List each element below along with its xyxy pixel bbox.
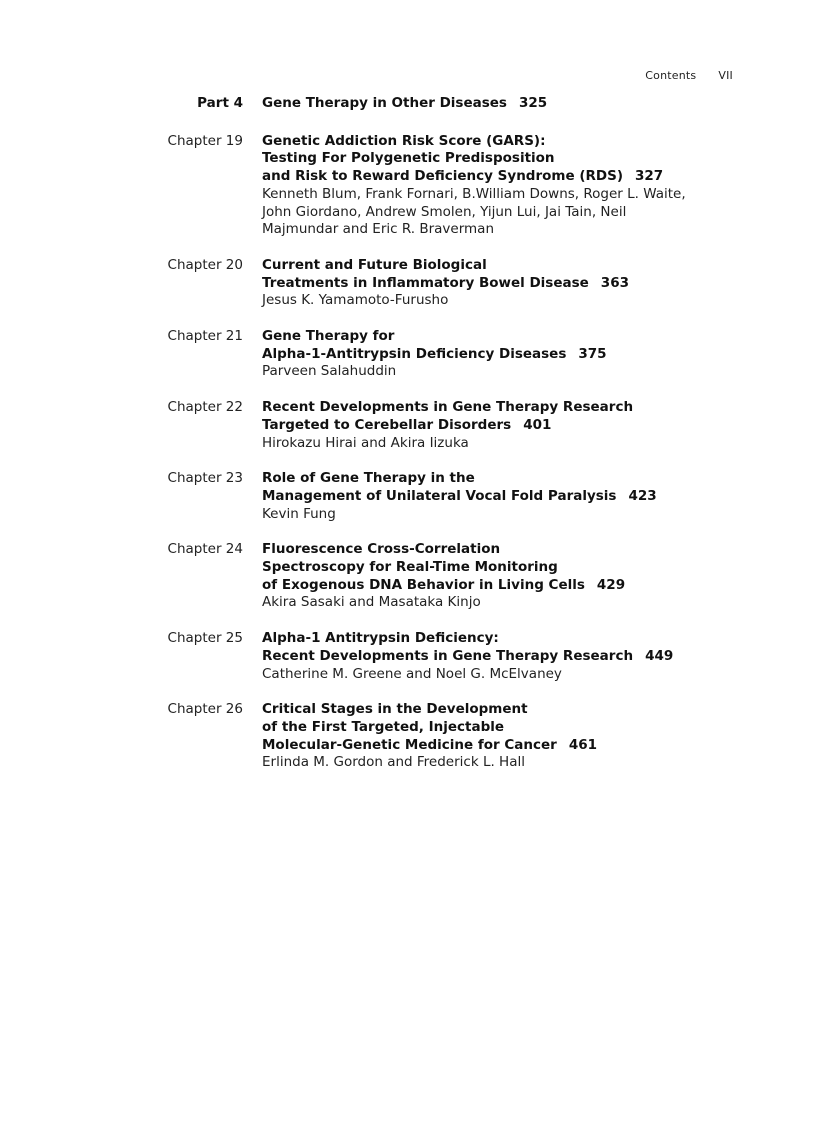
toc-part-entry[interactable] <box>0 95 816 113</box>
chapter-title-text: Treatments in Inflammatory Bowel Disease <box>262 274 589 291</box>
chapter-title-line <box>262 737 732 755</box>
running-head-page-number: VII <box>718 69 733 82</box>
chapter-title-line <box>262 417 732 435</box>
chapter-title-text: of the First Targeted, Injectable <box>262 718 505 735</box>
chapter-title-line <box>262 328 732 346</box>
chapter-title-text: and Risk to Reward Deficiency Syndrome (RDS) <box>262 168 623 185</box>
chapter-authors-line: Catherine M. Greene and Noel G. McElvaney <box>262 665 562 682</box>
chapter-authors-line: Hirokazu Hirai and Akira Iizuka <box>262 434 469 451</box>
chapter-authors-line: Majmundar and Eric R. Braverman <box>262 221 495 238</box>
chapter-page-number: 363 <box>600 274 629 291</box>
chapter-page-number: 449 <box>645 647 674 664</box>
chapter-title-text: of Exogenous DNA Behavior in Living Cells <box>262 576 585 593</box>
chapter-title-line <box>262 150 732 168</box>
toc-chapter-entry[interactable] <box>0 470 816 523</box>
chapter-label: Chapter 25 <box>167 630 243 647</box>
toc-chapter-entry[interactable] <box>0 328 816 381</box>
chapter-title-text: Critical Stages in the Development <box>262 701 528 718</box>
chapter-title-line <box>262 648 732 666</box>
chapter-authors-line: Akira Sasaki and Masataka Kinjo <box>262 594 481 611</box>
chapter-authors-line: Kenneth Blum, Frank Fornari, B.William Downs, Roger L. Waite, <box>262 185 686 202</box>
chapter-body <box>262 399 732 452</box>
chapter-page-number: 401 <box>523 416 552 433</box>
chapter-title-text: Fluorescence Cross-Correlation <box>262 541 501 558</box>
chapter-title-line <box>262 488 732 506</box>
chapter-authors-line: Jesus K. Yamamoto-Furusho <box>262 292 449 309</box>
chapter-title-line <box>262 630 732 648</box>
chapter-body <box>262 257 732 310</box>
chapter-title-line <box>262 133 732 151</box>
chapter-page-number: 375 <box>578 345 607 362</box>
chapter-title-text: Role of Gene Therapy in the <box>262 470 475 487</box>
chapter-title-text: Management of Unilateral Vocal Fold Paralysis <box>262 487 617 504</box>
chapter-body <box>262 470 732 523</box>
running-head <box>645 69 733 82</box>
toc-chapter-entry[interactable] <box>0 541 816 612</box>
chapter-title-line <box>262 257 732 275</box>
chapter-label: Chapter 24 <box>167 541 243 558</box>
part-title: Gene Therapy in Other Diseases <box>262 95 507 111</box>
chapter-authors-line: Erlinda M. Gordon and Frederick L. Hall <box>262 754 525 771</box>
chapter-label: Chapter 22 <box>167 399 243 416</box>
chapter-list <box>0 133 816 772</box>
chapter-title-line <box>262 541 732 559</box>
chapter-title-line <box>262 559 732 577</box>
chapter-title-line <box>262 275 732 293</box>
chapter-title-line <box>262 701 732 719</box>
toc-chapter-entry[interactable] <box>0 133 816 239</box>
chapter-title-text: Spectroscopy for Real-Time Monitoring <box>262 559 558 576</box>
toc-chapter-entry[interactable] <box>0 701 816 772</box>
chapter-authors-line: John Giordano, Andrew Smolen, Yijun Lui, Jai Tain, Neil <box>262 203 627 220</box>
chapter-title-text: Alpha-1 Antitrypsin Deficiency: <box>262 630 499 647</box>
table-of-contents <box>0 95 816 790</box>
part-page-number: 325 <box>518 95 548 111</box>
chapter-label: Chapter 19 <box>167 132 243 149</box>
chapter-body <box>262 328 732 381</box>
chapter-title-text: Testing For Polygenetic Predisposition <box>262 150 555 167</box>
chapter-title-line <box>262 168 732 186</box>
chapter-title-line <box>262 577 732 595</box>
chapter-title-line <box>262 470 732 488</box>
chapter-page-number: 423 <box>628 487 657 504</box>
chapter-authors-line: Parveen Salahuddin <box>262 363 397 380</box>
chapter-title-line <box>262 346 732 364</box>
chapter-title-text: Current and Future Biological <box>262 256 487 273</box>
part-body <box>262 95 732 113</box>
chapter-title-text: Molecular-Genetic Medicine for Cancer <box>262 736 557 753</box>
chapter-label: Chapter 23 <box>167 470 243 487</box>
part-label: Part 4 <box>197 95 243 111</box>
toc-chapter-entry[interactable] <box>0 399 816 452</box>
chapter-label: Chapter 21 <box>167 328 243 345</box>
chapter-authors-line: Kevin Fung <box>262 505 336 522</box>
chapter-title-text: Recent Developments in Gene Therapy Research <box>262 399 634 416</box>
toc-chapter-entry[interactable] <box>0 630 816 683</box>
chapter-body <box>262 630 732 683</box>
chapter-page-number: 327 <box>635 168 664 185</box>
running-head-section: Contents <box>645 69 697 82</box>
chapter-label: Chapter 20 <box>167 256 243 273</box>
chapter-page-number: 429 <box>596 576 626 593</box>
chapter-label: Chapter 26 <box>167 701 243 718</box>
chapter-body <box>262 541 732 612</box>
chapter-title-text: Recent Developments in Gene Therapy Research <box>262 647 634 664</box>
chapter-title-text: Gene Therapy for <box>262 328 395 345</box>
chapter-title-line <box>262 399 732 417</box>
chapter-body <box>262 133 732 239</box>
chapter-page-number: 461 <box>568 736 598 753</box>
part-title-line <box>262 95 732 113</box>
chapter-title-text: Genetic Addiction Risk Score (GARS): <box>262 132 546 149</box>
chapter-title-text: Targeted to Cerebellar Disorders <box>262 416 512 433</box>
toc-chapter-entry[interactable] <box>0 257 816 310</box>
chapter-body <box>262 701 732 772</box>
chapter-title-line <box>262 719 732 737</box>
chapter-title-text: Alpha-1-Antitrypsin Deficiency Diseases <box>262 345 567 362</box>
